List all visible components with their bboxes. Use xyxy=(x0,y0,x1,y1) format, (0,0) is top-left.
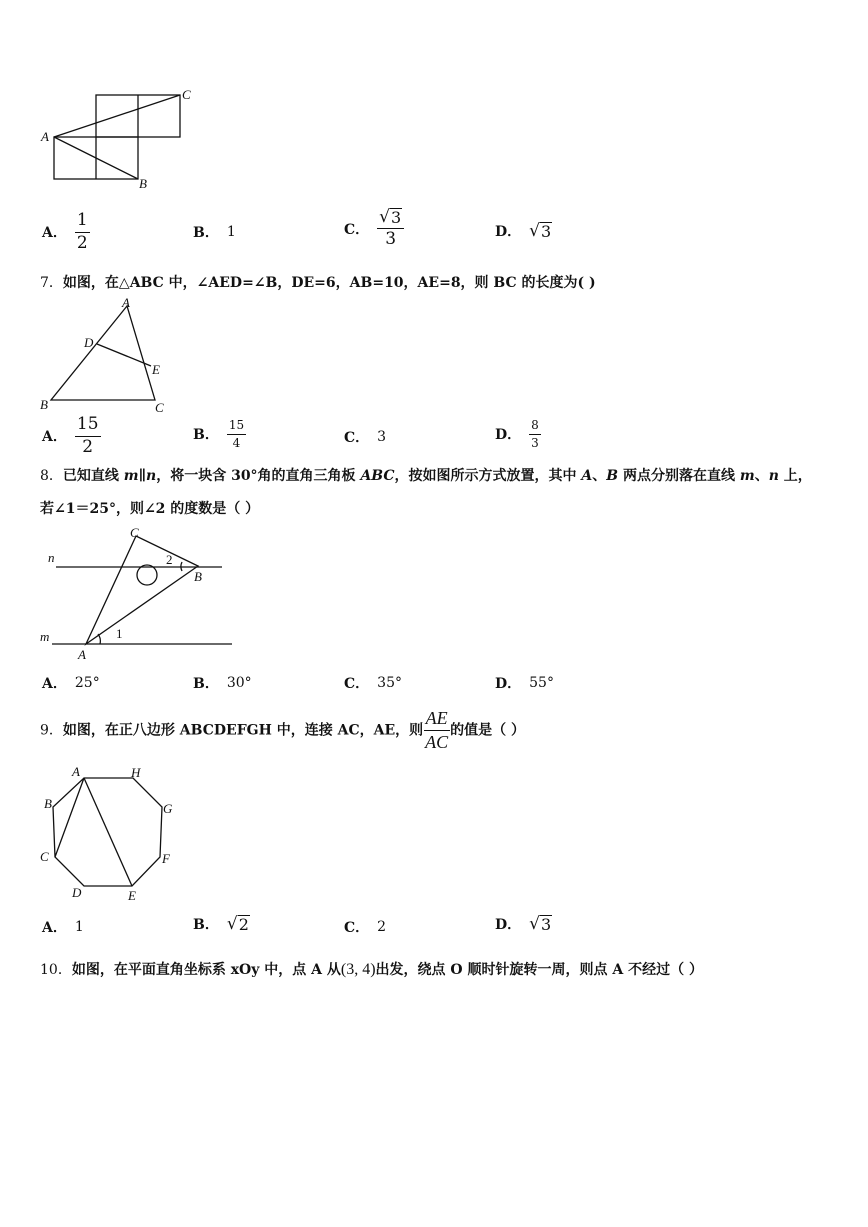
label-f: F xyxy=(162,851,170,866)
label-angle-1: 1 xyxy=(116,626,123,641)
label-angle-2: 2 xyxy=(166,552,173,567)
sqrt: √ 3 xyxy=(379,207,402,227)
label-b: B xyxy=(194,569,202,584)
label-a: A xyxy=(78,647,86,662)
q8-option-d[interactable]: D． 55° xyxy=(495,675,554,692)
triangle-abc xyxy=(86,536,198,644)
q7-triangle-figure xyxy=(36,296,176,418)
q8-option-c[interactable]: C． 35° xyxy=(344,675,402,692)
sqrt: √ 3 xyxy=(529,221,552,241)
q9-option-d[interactable]: D． √ 3 xyxy=(495,914,552,934)
label-c: C xyxy=(155,400,164,415)
q9-stem: 9．如图，在正八边形 ABCDEFGH 中，连接 AC，AE，则 $\frac{AE}{AC}$ 的值是（ ） xyxy=(40,708,526,752)
label-b: B xyxy=(44,796,52,811)
label-g: G xyxy=(163,801,173,816)
q9-option-b[interactable]: B． √ 2 xyxy=(193,914,249,934)
q6-option-b[interactable]: B． 1 xyxy=(193,224,236,241)
segment-ae xyxy=(84,778,132,886)
label-c: C xyxy=(182,87,191,102)
q7-option-c[interactable]: C． 3 xyxy=(344,429,387,446)
segment-ac xyxy=(54,95,180,137)
q9-option-a[interactable]: A． 1 xyxy=(42,919,84,936)
label-a: A xyxy=(122,295,130,310)
fraction: $\frac{15}{2}$ xyxy=(76,414,99,457)
label-b: B xyxy=(139,176,147,191)
q7-stem: 7．如图，在△ABC 中，∠AED=∠B，DE=6，AB=10，AE=8，则 BC 的长度为( ) xyxy=(40,275,596,291)
sqrt: √ 3 xyxy=(529,914,552,934)
q8-option-b[interactable]: B． 30° xyxy=(193,675,252,692)
q10-stem: 10．如图，在平面直角坐标系 xOy 中，点 A 从(3, 4)出发，绕点 O 顺时针旋转一周，则点 A 不经过（ ） xyxy=(40,961,703,978)
label-e: E xyxy=(152,362,160,377)
q7-option-d[interactable]: D． $\frac{8}{3}$ xyxy=(495,418,539,450)
q8-parallel-lines-figure xyxy=(36,524,236,664)
segment-ac xyxy=(55,778,84,857)
label-c: C xyxy=(130,525,139,540)
label-d: D xyxy=(84,335,94,350)
label-h: H xyxy=(131,765,141,780)
q8-option-a[interactable]: A． 25° xyxy=(42,675,100,692)
sqrt: √ 2 xyxy=(226,914,249,934)
q8-stem-line1: 8．已知直线 m∥n，将一块含 30°角的直角三角板 ABC，按如图所示方式放置，其中 A、B 两点分别落在直线 m、n 上， xyxy=(40,468,812,484)
q7-option-b[interactable]: B． $\frac{15}{4}$ xyxy=(193,418,245,450)
q6-option-c[interactable]: C． √ 3 3 xyxy=(344,208,404,249)
q7-option-a[interactable]: A． $\frac{15}{2}$ xyxy=(42,414,99,457)
q9-octagon-figure xyxy=(36,762,186,907)
label-d: D xyxy=(72,885,82,900)
label-n: n xyxy=(48,550,55,565)
q6-option-d[interactable]: D． √ 3 xyxy=(495,221,552,241)
q8-stem-line2: 若∠1＝25°，则∠2 的度数是（ ） xyxy=(40,501,260,517)
fraction-ae-over-ac: $\frac{AE}{AC}$ xyxy=(425,708,449,752)
label-m: m xyxy=(40,629,50,644)
triangle-hole xyxy=(137,565,157,585)
fraction: $\frac{1}{2}$ xyxy=(76,210,88,253)
angle-1-arc xyxy=(98,634,100,644)
label-a: A xyxy=(72,764,80,779)
label-c: C xyxy=(40,849,49,864)
label-b: B xyxy=(40,397,48,412)
q6-option-a[interactable]: A． $\frac{1}{2}$ xyxy=(42,210,88,253)
coordinate-3-4: (3, 4) xyxy=(340,961,376,978)
q6-grid-figure xyxy=(30,80,210,195)
triangle-abc xyxy=(51,306,155,400)
segment-de xyxy=(97,344,151,366)
fraction: √ 3 3 xyxy=(377,208,404,249)
fraction: $\frac{8}{3}$ xyxy=(531,418,539,450)
label-e: E xyxy=(128,888,136,903)
q9-option-c[interactable]: C． 2 xyxy=(344,919,387,936)
fraction: $\frac{15}{4}$ xyxy=(228,418,245,450)
label-a: A xyxy=(41,129,49,144)
